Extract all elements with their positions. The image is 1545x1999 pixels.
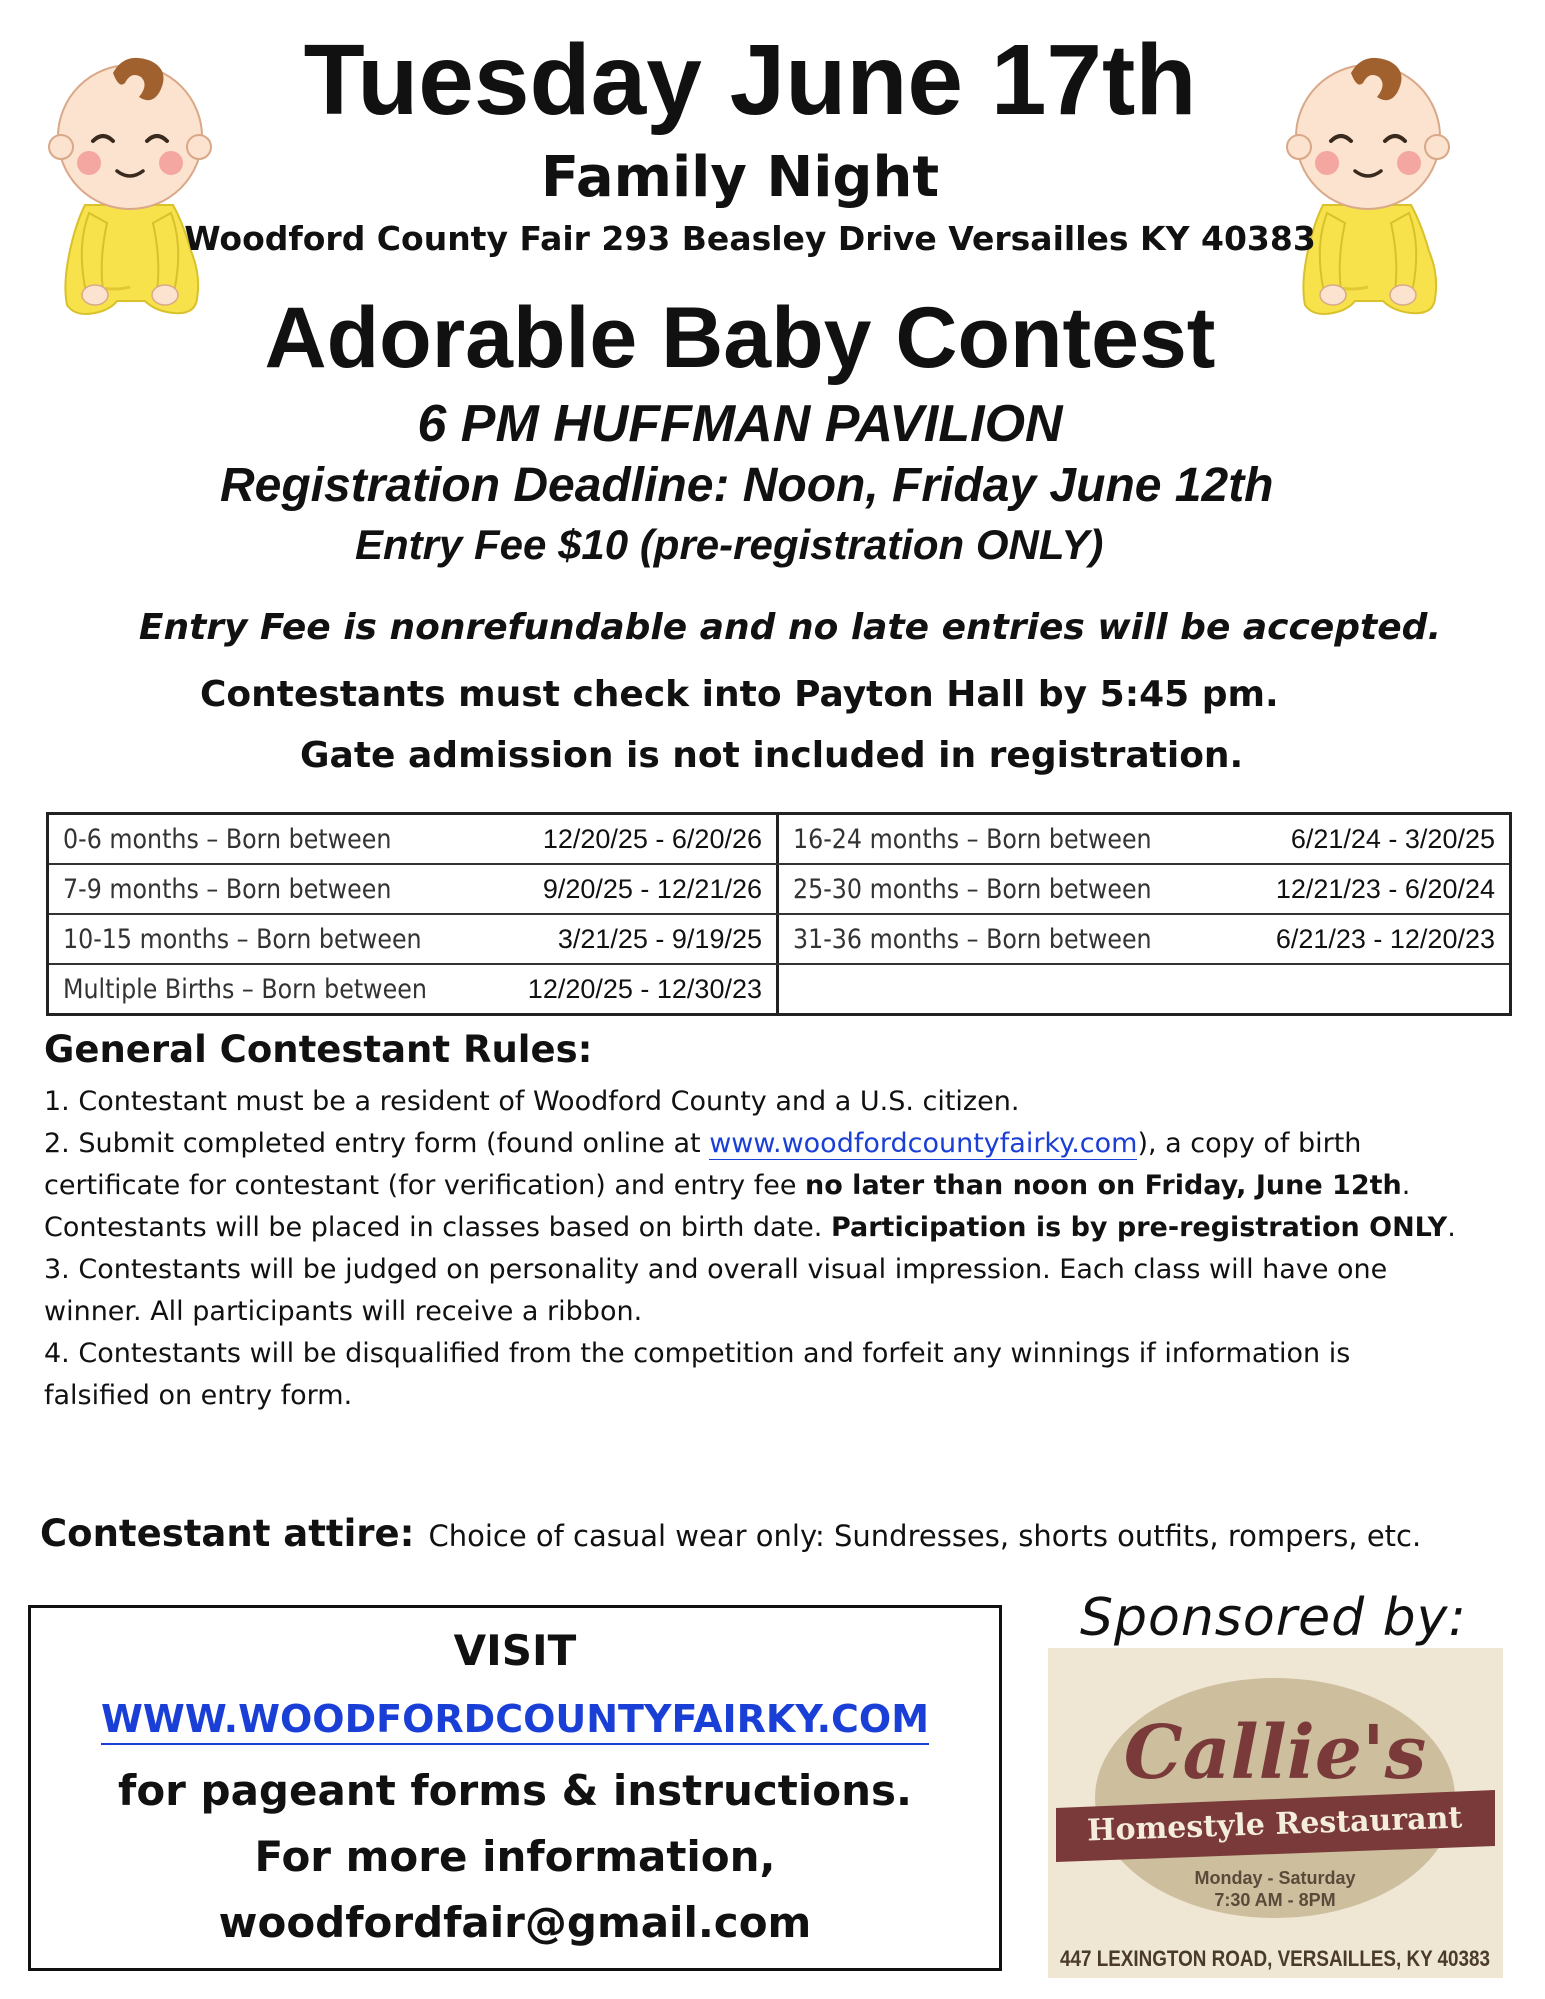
age-class-dates: 9/20/25 - 12/21/26 xyxy=(542,873,762,904)
visit-box xyxy=(28,1605,1002,1971)
age-class-label: 0-6 months – Born between xyxy=(63,823,392,855)
registration-deadline: Registration Deadline: Noon, Friday June 12th xyxy=(220,459,1274,512)
sponsor-logo-banner: Homestyle Restaurant xyxy=(1086,1800,1463,1849)
fair-website-link[interactable]: www.woodfordcountyfairky.com xyxy=(709,1128,1138,1159)
age-class-dates: 12/21/23 - 6/20/24 xyxy=(1275,873,1495,904)
rules-section xyxy=(44,1028,1504,1417)
event-subtitle: Family Night xyxy=(540,145,940,210)
contest-time-location: 6 PM HUFFMAN PAVILION xyxy=(417,395,1063,453)
rule-4: 4. Contestants will be disqualified from the competition and forfeit any winnings if information is falsified on entry form. xyxy=(44,1338,1351,1411)
rule-2-text: . xyxy=(1447,1212,1456,1243)
rules-heading: General Contestant Rules: xyxy=(44,1028,593,1071)
age-class-label: 25-30 months – Born between xyxy=(793,873,1152,905)
age-class-dates: 12/20/25 - 12/30/23 xyxy=(527,973,762,1004)
age-class-dates: 6/21/23 - 12/20/23 xyxy=(1275,923,1495,954)
sponsor-logo-name: Callie's xyxy=(1123,1710,1427,1796)
sponsor-title: Sponsored by: xyxy=(1080,1588,1467,1648)
rule-2-text: . Contestants will be placed in classes based on birth date. xyxy=(44,1170,1411,1243)
age-class-table xyxy=(46,812,1512,1016)
table-row xyxy=(49,865,1509,915)
sponsor-logo-days: Monday - Saturday xyxy=(1194,1868,1356,1888)
contact-email[interactable]: woodfordfair@gmail.com xyxy=(218,1898,812,1947)
rule-2-preregistration: Participation is by pre-registration ONLY xyxy=(830,1212,1448,1243)
age-class-label: 7-9 months – Born between xyxy=(63,873,392,905)
attire-text: Choice of casual wear only: Sundresses, shorts outfits, rompers, etc. xyxy=(428,1519,1422,1553)
rule-3: 3. Contestants will be judged on personality and overall visual impression. Each class will have one winner. All participants will receive a ribbon. xyxy=(44,1254,1388,1327)
sponsor-logo xyxy=(1048,1648,1503,1978)
table-row xyxy=(49,915,1509,965)
rule-2-text: ), a copy of birth certificate for contestant (for verification) and entry fee xyxy=(44,1128,1362,1201)
rule-2-text: 2. Submit completed entry form (found online at xyxy=(44,1128,710,1159)
notice-gate-admission: Gate admission is not included in registration. xyxy=(300,735,1244,776)
table-cell xyxy=(49,815,779,863)
age-class-dates: 6/21/24 - 3/20/25 xyxy=(1290,823,1495,854)
visit-forms-text: for pageant forms & instructions. xyxy=(118,1766,912,1815)
visit-title: VISIT xyxy=(453,1626,577,1675)
table-cell xyxy=(49,965,779,1013)
age-class-label: 16-24 months – Born between xyxy=(793,823,1152,855)
table-cell xyxy=(779,815,1509,863)
sponsor-logo-hours: 7:30 AM - 8PM xyxy=(1214,1890,1336,1910)
table-cell xyxy=(49,915,779,963)
rule-2 xyxy=(44,1123,1464,1249)
attire-line xyxy=(40,1512,1520,1555)
notice-nonrefundable: Entry Fee is nonrefundable and no late entries will be accepted. xyxy=(138,607,1442,648)
sponsor-logo-address: 447 LEXINGTON ROAD, VERSAILLES, KY 40383 xyxy=(1060,1946,1490,1971)
visit-more-info: For more information, xyxy=(254,1832,776,1881)
age-class-label: 10-15 months – Born between xyxy=(63,923,422,955)
notice-check-in: Contestants must check into Payton Hall by 5:45 pm. xyxy=(200,674,1279,715)
visit-url xyxy=(31,1697,999,1741)
age-class-label: 31-36 months – Born between xyxy=(793,923,1152,955)
baby-illustration-left xyxy=(55,55,205,317)
rule-2-deadline: no later than noon on Friday, June 12th xyxy=(805,1170,1402,1201)
table-cell xyxy=(779,965,1509,1013)
table-row xyxy=(49,815,1509,865)
rule-1: 1. Contestant must be a resident of Woodford County and a U.S. citizen. xyxy=(44,1086,1020,1117)
entry-fee: Entry Fee $10 (pre-registration ONLY) xyxy=(355,521,1104,568)
event-date-title: Tuesday June 17th xyxy=(303,24,1197,136)
table-row xyxy=(49,965,1509,1013)
age-class-label: Multiple Births – Born between xyxy=(63,973,427,1005)
event-address: Woodford County Fair 293 Beasley Drive Versailles KY 40383 xyxy=(184,219,1316,258)
baby-illustration-right xyxy=(1293,55,1443,317)
contest-title: Adorable Baby Contest xyxy=(264,290,1216,386)
attire-label: Contestant attire: xyxy=(40,1512,415,1555)
age-class-dates: 3/21/25 - 9/19/25 xyxy=(557,923,762,954)
table-cell xyxy=(49,865,779,913)
table-cell xyxy=(779,915,1509,963)
fair-website-url-link[interactable]: WWW.WOODFORDCOUNTYFAIRKY.COM xyxy=(101,1697,929,1745)
age-class-dates: 12/20/25 - 6/20/26 xyxy=(542,823,762,854)
table-cell xyxy=(779,865,1509,913)
